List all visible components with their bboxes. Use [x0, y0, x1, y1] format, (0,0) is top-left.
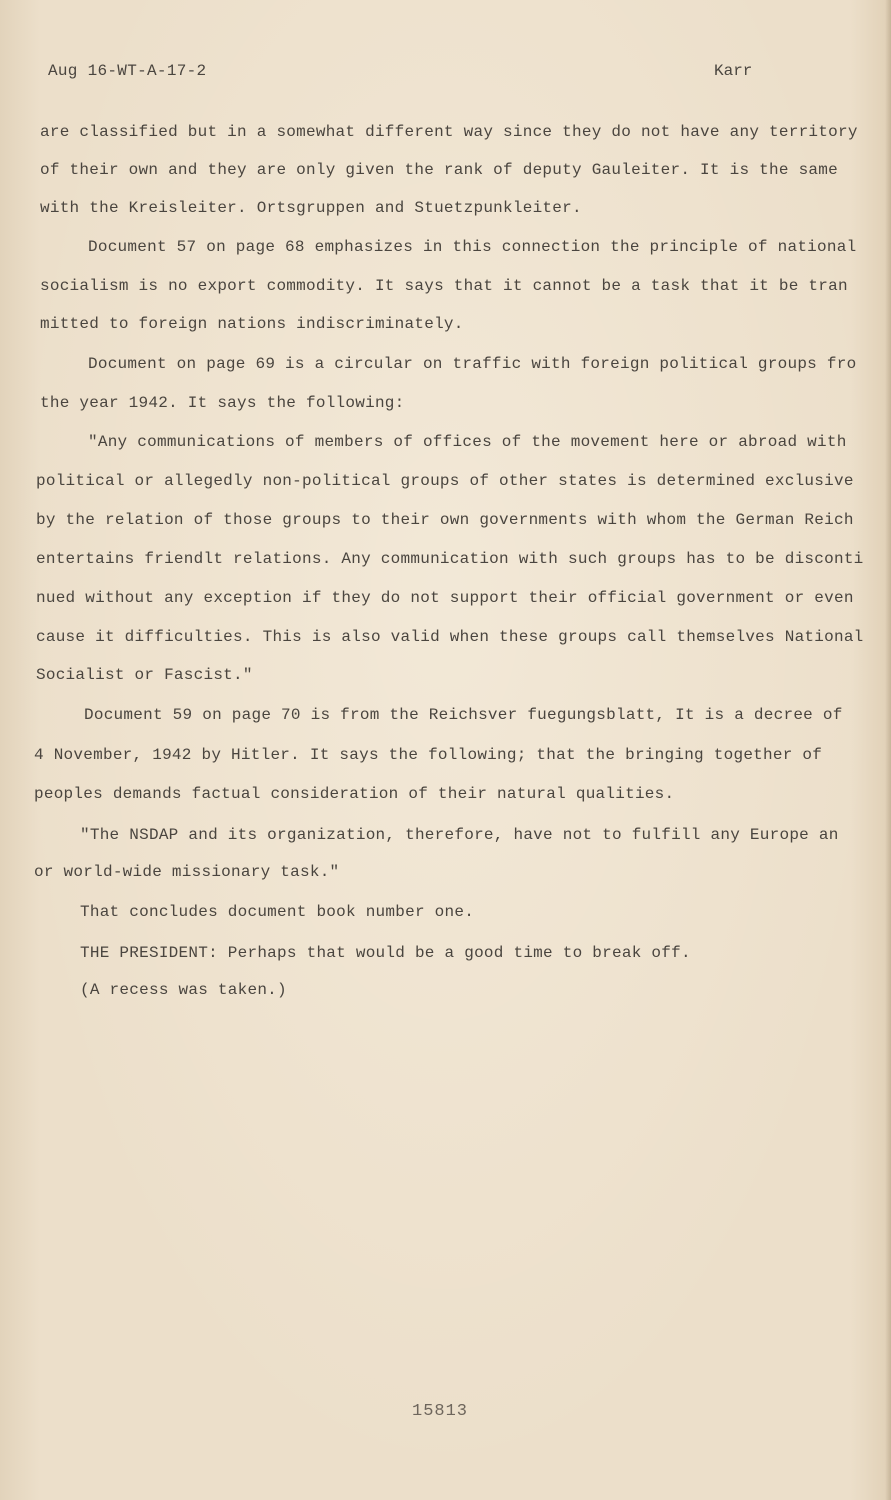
text-line-14: cause it difficulties. This is also valid when these groups call themselves National — [36, 628, 864, 646]
page-edge-shadow — [885, 0, 891, 1500]
text-line-15: Socialist or Fascist." — [36, 666, 253, 684]
text-line-23: (A recess was taken.) — [80, 981, 287, 999]
text-line-1: are classified but in a somewhat different way since they do not have any territory — [40, 123, 858, 141]
text-line-4: Document 57 on page 68 emphasizes in this connection the principle of national — [88, 238, 857, 256]
page-number: 15813 — [412, 1402, 469, 1421]
text-line-10: political or allegedly non-political groups of other states is determined exclusive — [36, 472, 854, 490]
text-line-17: 4 November, 1942 by Hitler. It says the following; that the bringing together of — [34, 746, 823, 764]
text-line-16: Document 59 on page 70 is from the Reichsver fuegungsblatt, It is a decree of — [84, 706, 843, 724]
text-line-12: entertains friendlt relations. Any communication with such groups has to be disconti — [36, 550, 864, 568]
text-line-9: "Any communications of members of offices of the movement here or abroad with — [88, 433, 847, 451]
text-line-5: socialism is no export commodity. It says that it cannot be a task that it be tran — [40, 277, 848, 295]
text-line-18: peoples demands factual consideration of their natural qualities. — [34, 785, 675, 803]
text-line-7: Document on page 69 is a circular on traffic with foreign political groups fro — [88, 355, 857, 373]
reporter-name: Karr — [714, 62, 753, 80]
text-line-3: with the Kreisleiter. Ortsgruppen and Stuetzpunkleiter. — [40, 199, 582, 217]
text-line-20: or world-wide missionary task." — [34, 863, 340, 881]
text-line-2: of their own and they are only given the rank of deputy Gauleiter. It is the same — [40, 161, 838, 179]
text-line-8: the year 1942. It says the following: — [40, 394, 405, 412]
text-line-22: THE PRESIDENT: Perhaps that would be a good time to break off. — [80, 944, 691, 962]
text-line-13: nued without any exception if they do not support their official government or even — [36, 589, 854, 607]
document-reference: Aug 16-WT-A-17-2 — [48, 62, 207, 80]
text-line-6: mitted to foreign nations indiscriminately. — [40, 315, 464, 333]
text-line-21: That concludes document book number one. — [80, 903, 475, 921]
text-line-11: by the relation of those groups to their own governments with whom the German Reich — [36, 511, 854, 529]
text-line-19: "The NSDAP and its organization, therefore, have not to fulfill any Europe an — [80, 826, 839, 844]
